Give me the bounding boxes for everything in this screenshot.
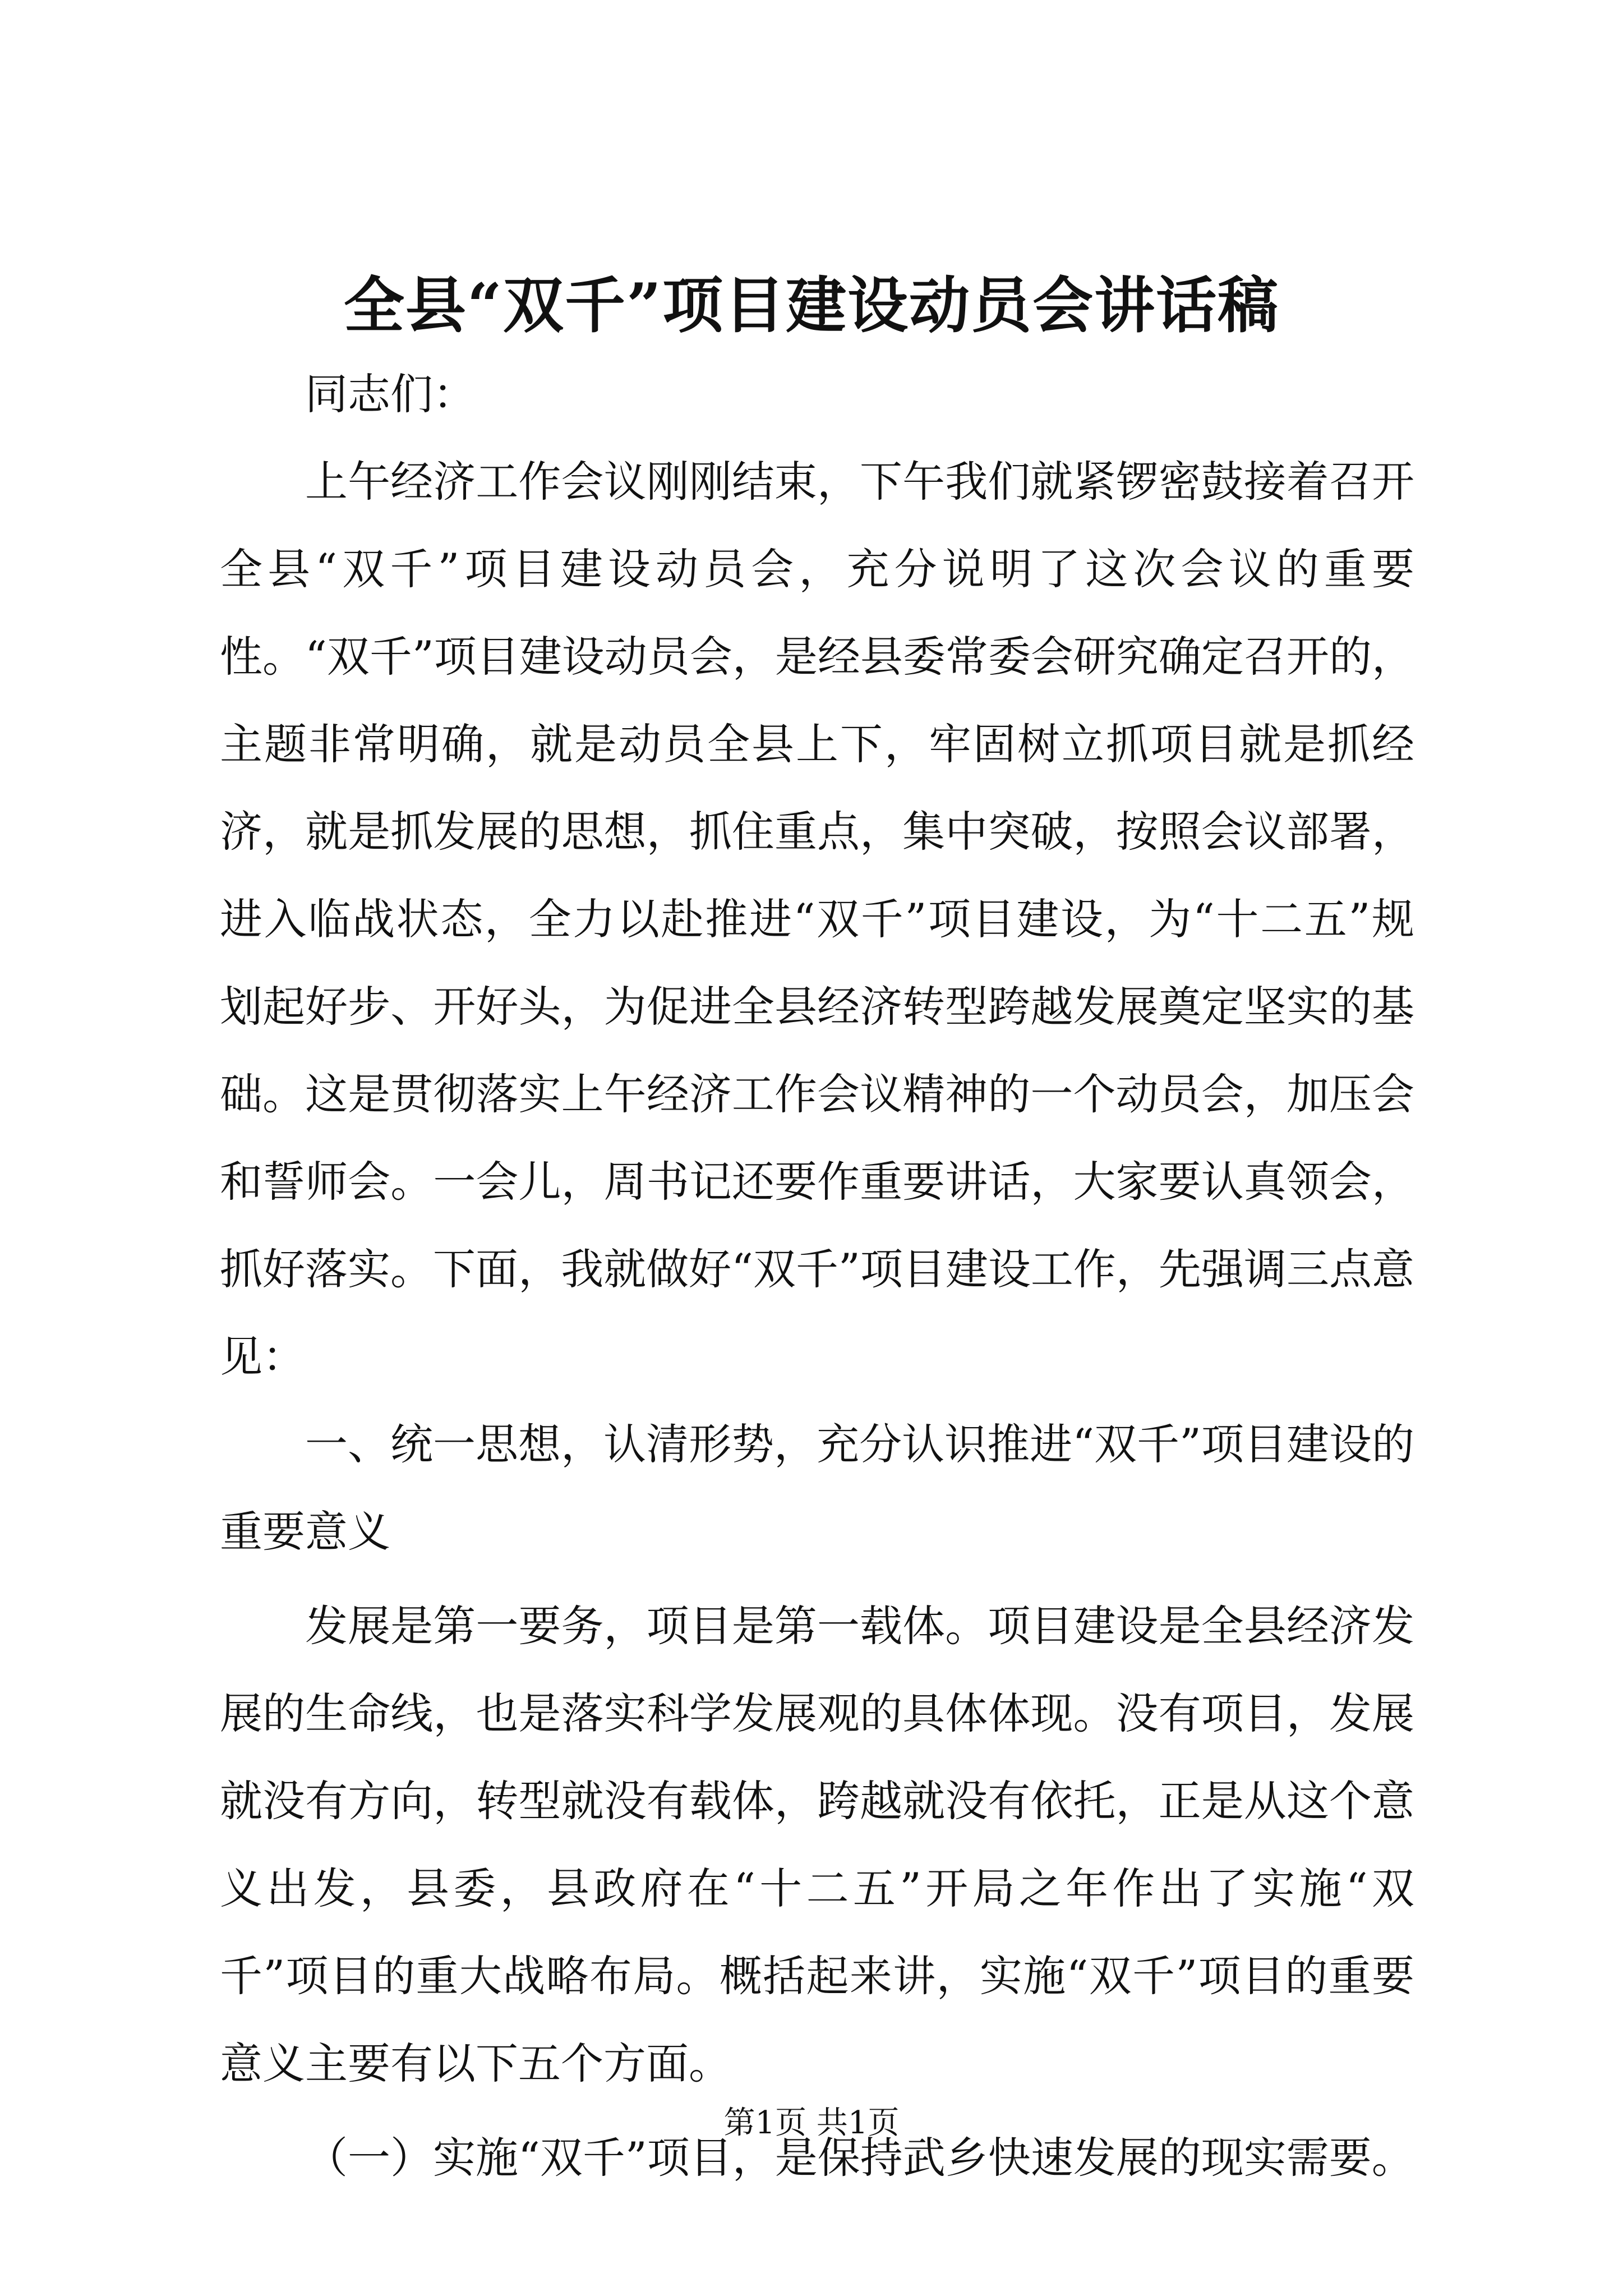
section-heading-1: 一、统一思想，认清形势，充分认识推进“双千”项目建设的重要意义 xyxy=(220,1419,1414,1557)
paragraph-intro: 上午经济工作会议刚刚结束，下午我们就紧锣密鼓接着召开全县“双千”项目建设动员会，充分说明了这次会议的重要性。“双千”项目建设动员会，是经县委常委会研究确定召开的，主题非常明确，就是动员全县上下，牢固树立抓项目就是抓经济，就是抓发展的思想，抓住重点，集中突破，按照会议部署，进入临战状态，全力以赴推进“双千”项目建设，为“十二五”规划起好步、开好头，为促进全县经济转型跨越发展奠定坚实的基础。这是贯彻落实上午经济工作会议精神的一个动员会，加压会和誓师会。一会儿，周书记还要作重要讲话，大家要认真领会，抓好落实。下面，我就做好“双千”项目建设工作，先强调三点意见： xyxy=(220,457,1414,1382)
document-body xyxy=(220,351,1414,2202)
paragraph-development: 发展是第一要务，项目是第一载体。项目建设是全县经济发展的生命线，也是落实科学发展观的具体体现。没有项目，发展就没有方向，转型就没有载体，跨越就没有依托，正是从这个意义出发，县委，县政府在“十二五”开局之年作出了实施“双千”项目的重大战略布局。概括起来讲，实施“双千”项目的重要意义主要有以下五个方面。 xyxy=(220,1601,1414,2088)
salutation: 同志们： xyxy=(305,369,476,419)
subsection-heading-1: （一）实施“双千”项目，是保持武乡快速发展的现实需要。 xyxy=(305,2133,1414,2183)
page-footer: 第1页 共1页 xyxy=(723,2105,900,2141)
document-title: 全县“双千”项目建设动员会讲话稿 xyxy=(343,270,1280,341)
